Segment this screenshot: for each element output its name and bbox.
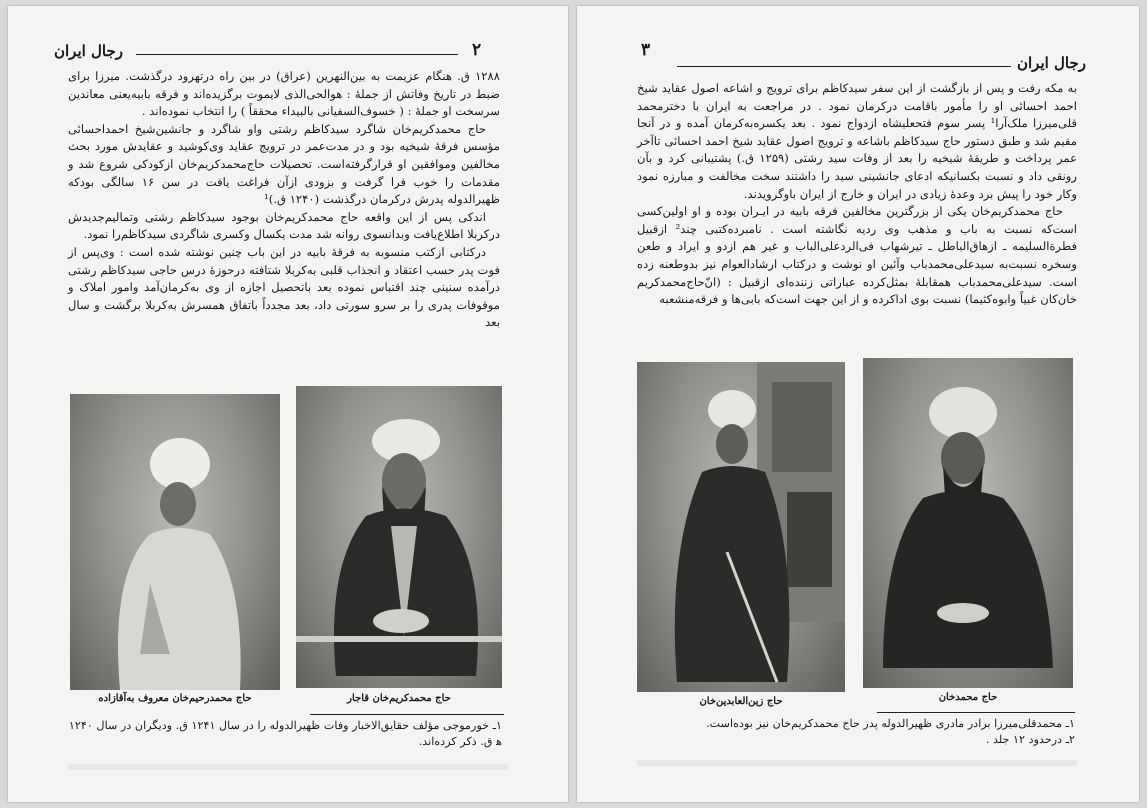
footnote-rule <box>310 714 504 715</box>
running-head: رجال ایران <box>54 42 124 60</box>
footnote: ۱ـ خورموجی مؤلف حقایق‌الاخبار وفات ظهیرالدوله را در سال ۱۲۴۱ ق. ودیگران در سال ۱۲۴۰ ه‍ ق. ذکر کرده‌اند. <box>68 719 502 748</box>
page-number: ۳ <box>641 40 651 60</box>
body-text <box>68 68 500 332</box>
bleed-through <box>637 760 1077 766</box>
footnote: ۱ـ محمدقلی‌میرزا برادر مادری ظهیرالدوله پدر حاج محمدکریم‌خان نیز بوده‌است. <box>706 717 1075 730</box>
photo-caption: حاج محمدکریم‌خان قاجار <box>347 693 451 704</box>
seated-figure-image <box>637 362 845 692</box>
photo-caption: حاج محمدرحیم‌خان معروف به‌آقازاده <box>98 693 252 704</box>
seated-figure-image <box>296 386 502 688</box>
portrait-photo <box>70 394 280 690</box>
photo-caption: حاج محمدخان <box>938 692 998 703</box>
paragraph: به مکه رفت و پس از بازگشت از این سفر سیدکاظم برای ترویج و اشاعه اصول عقاید شیخ احمد احسائی او را مأمور باقامت درکرمان نمود . در مراجعت به ایران با دخترمحمد قلی‌میرزا ملک‌آرا¹ پسر سوم فتحعلیشاه ازدواج نمود . بعد یکسره‌به‌کرمان آمده و در آنجا مقیم شد و طبق دستور حاج سیدکاظم باشاعه و ترویج اصول عقاید شیخ احمد احسائی تاآخر عمر پرداخت و طریقهٔ شیخیه را بعد از وفات سید رشتی (۱۲۵۹ ق.) پشتیبانی کرد و بآن رونقی داد و نسبت بکسانیکه ادعای جانشینی سید را داشتند سخت مخالفت و مبارزه نمود وکار خود را پیش برد وعدهٔ زیادی در ایران و خارج از ایران باوگرویدند. <box>637 81 1077 201</box>
portrait-photo <box>863 358 1073 688</box>
bleed-through <box>68 764 508 770</box>
seated-figure-image <box>863 358 1073 688</box>
paragraph: ۱۲۸۸ ق. هنگام عزیمت به بین‌النهرین (عراق) در بین راه درتهرود درگذشت. میرزا برای ضبط در تاریخ وفاتش از جملهٔ : هوالحی‌الذی لایموت برگزیده‌اند و فرقه بابیه‌یعنی معاندین سرسخت او جملهٔ : ( خسوف‌السفیانی بالبیداء محققاً ) را انتخاب نموده‌اند . <box>68 69 500 119</box>
paragraph: درکتابی ازکتب منسوبه به فرقهٔ بابیه در این باب چنین نوشته شده است : وی‌پس از فوت پدر حسب اعتقاد و انجذاب قلبی به‌کربلا شتافته درحوزهٔ درس حاجی سیدکاظم رشتی درآمده سنینی چند اقتباس نموده بعد باتحصیل اجازه از وی به‌کرمان‌آمد وامور املاک و موقوفات پدری را بر سرو سورتی داد، بعد مجدداً باتفاق همسرش به‌کربلا برگشت و سال بعد <box>68 244 500 330</box>
photo-caption: حاج زین‌العابدین‌خان <box>699 696 783 707</box>
running-head: رجال ایران <box>1017 54 1087 72</box>
body-text <box>637 80 1077 309</box>
portrait-photo <box>637 362 845 692</box>
portrait-photo <box>296 386 502 688</box>
footnotes <box>68 718 502 750</box>
right-page <box>577 6 1139 802</box>
footnote-rule <box>877 712 1075 713</box>
header-rule <box>136 54 458 55</box>
seated-figure-image <box>70 394 280 690</box>
left-page <box>8 6 568 802</box>
paragraph: حاج محمدکریم‌خان یکی از بزرگترین مخالفین فرقه بابیه در ایـران بوده و او اولین‌کسی است‌که نسبت به باب و مذهب وی ردیه نگاشته است . نامبرده‌کتبی چند² ازقبیل فطرةالسلیمه ـ ازهاق‌الباطل ـ تیرشهاب فی‌الردعلی‌الباب و غیر هم ازدو و ایراد و طعن وسخره نسبت‌به سیدعلی‌محمدباب وآئین او نوشت و درکتاب ارشادالعوام نیز بدوطعنه زده است. سیدعلی‌محمدباب همقابلهٔ بمثل‌کرده عباراتی زننده‌ای ازقبیل : (انّ‌حاج‌محمدکریم خان‌کان غبیاً وابوه‌کثیما) نسبت بوی اداکرده و از این جهت است‌که بابی‌ها و فرقه‌منشعبه <box>637 204 1077 307</box>
paragraph: حاج محمدکریم‌خان شاگرد سیدکاظم رشتی واو شاگرد و جانشین‌شیخ احمداحسائی مؤسس فرقهٔ شیخیه بود و در مدت‌عمر در ترویج عقاید وی‌کوشید و عقایدش مورد بحث مخالفین وموافقین او قرارگرفته‌است. تحصیلات حاج‌محمدکریم‌خان ازکودکی شروع شد و مقدمات را خوب فرا گرفت و بزودی ازآن فراغت یافت در سن ۱۶ سالگی بودکه ظهیرالدوله پدرش درکرمان درگذشت (۱۲۴۰ ق.)¹ <box>68 121 500 207</box>
page-number: ۲ <box>472 40 482 60</box>
paragraph: اندکی پس از این واقعه حاج محمدکریم‌خان بوجود سیدکاظم رشتی وتمالیم‌جدیدش درکربلا اطلاع‌یافت وبدانسوی روانه شد مدت یکسال وکسری شاگردی سیدکاظم‌را نمود. <box>68 209 500 242</box>
footnotes <box>637 716 1075 748</box>
footnote: ۲ـ درحدود ۱۲ جلد . <box>985 733 1075 746</box>
header-rule <box>677 66 1011 67</box>
